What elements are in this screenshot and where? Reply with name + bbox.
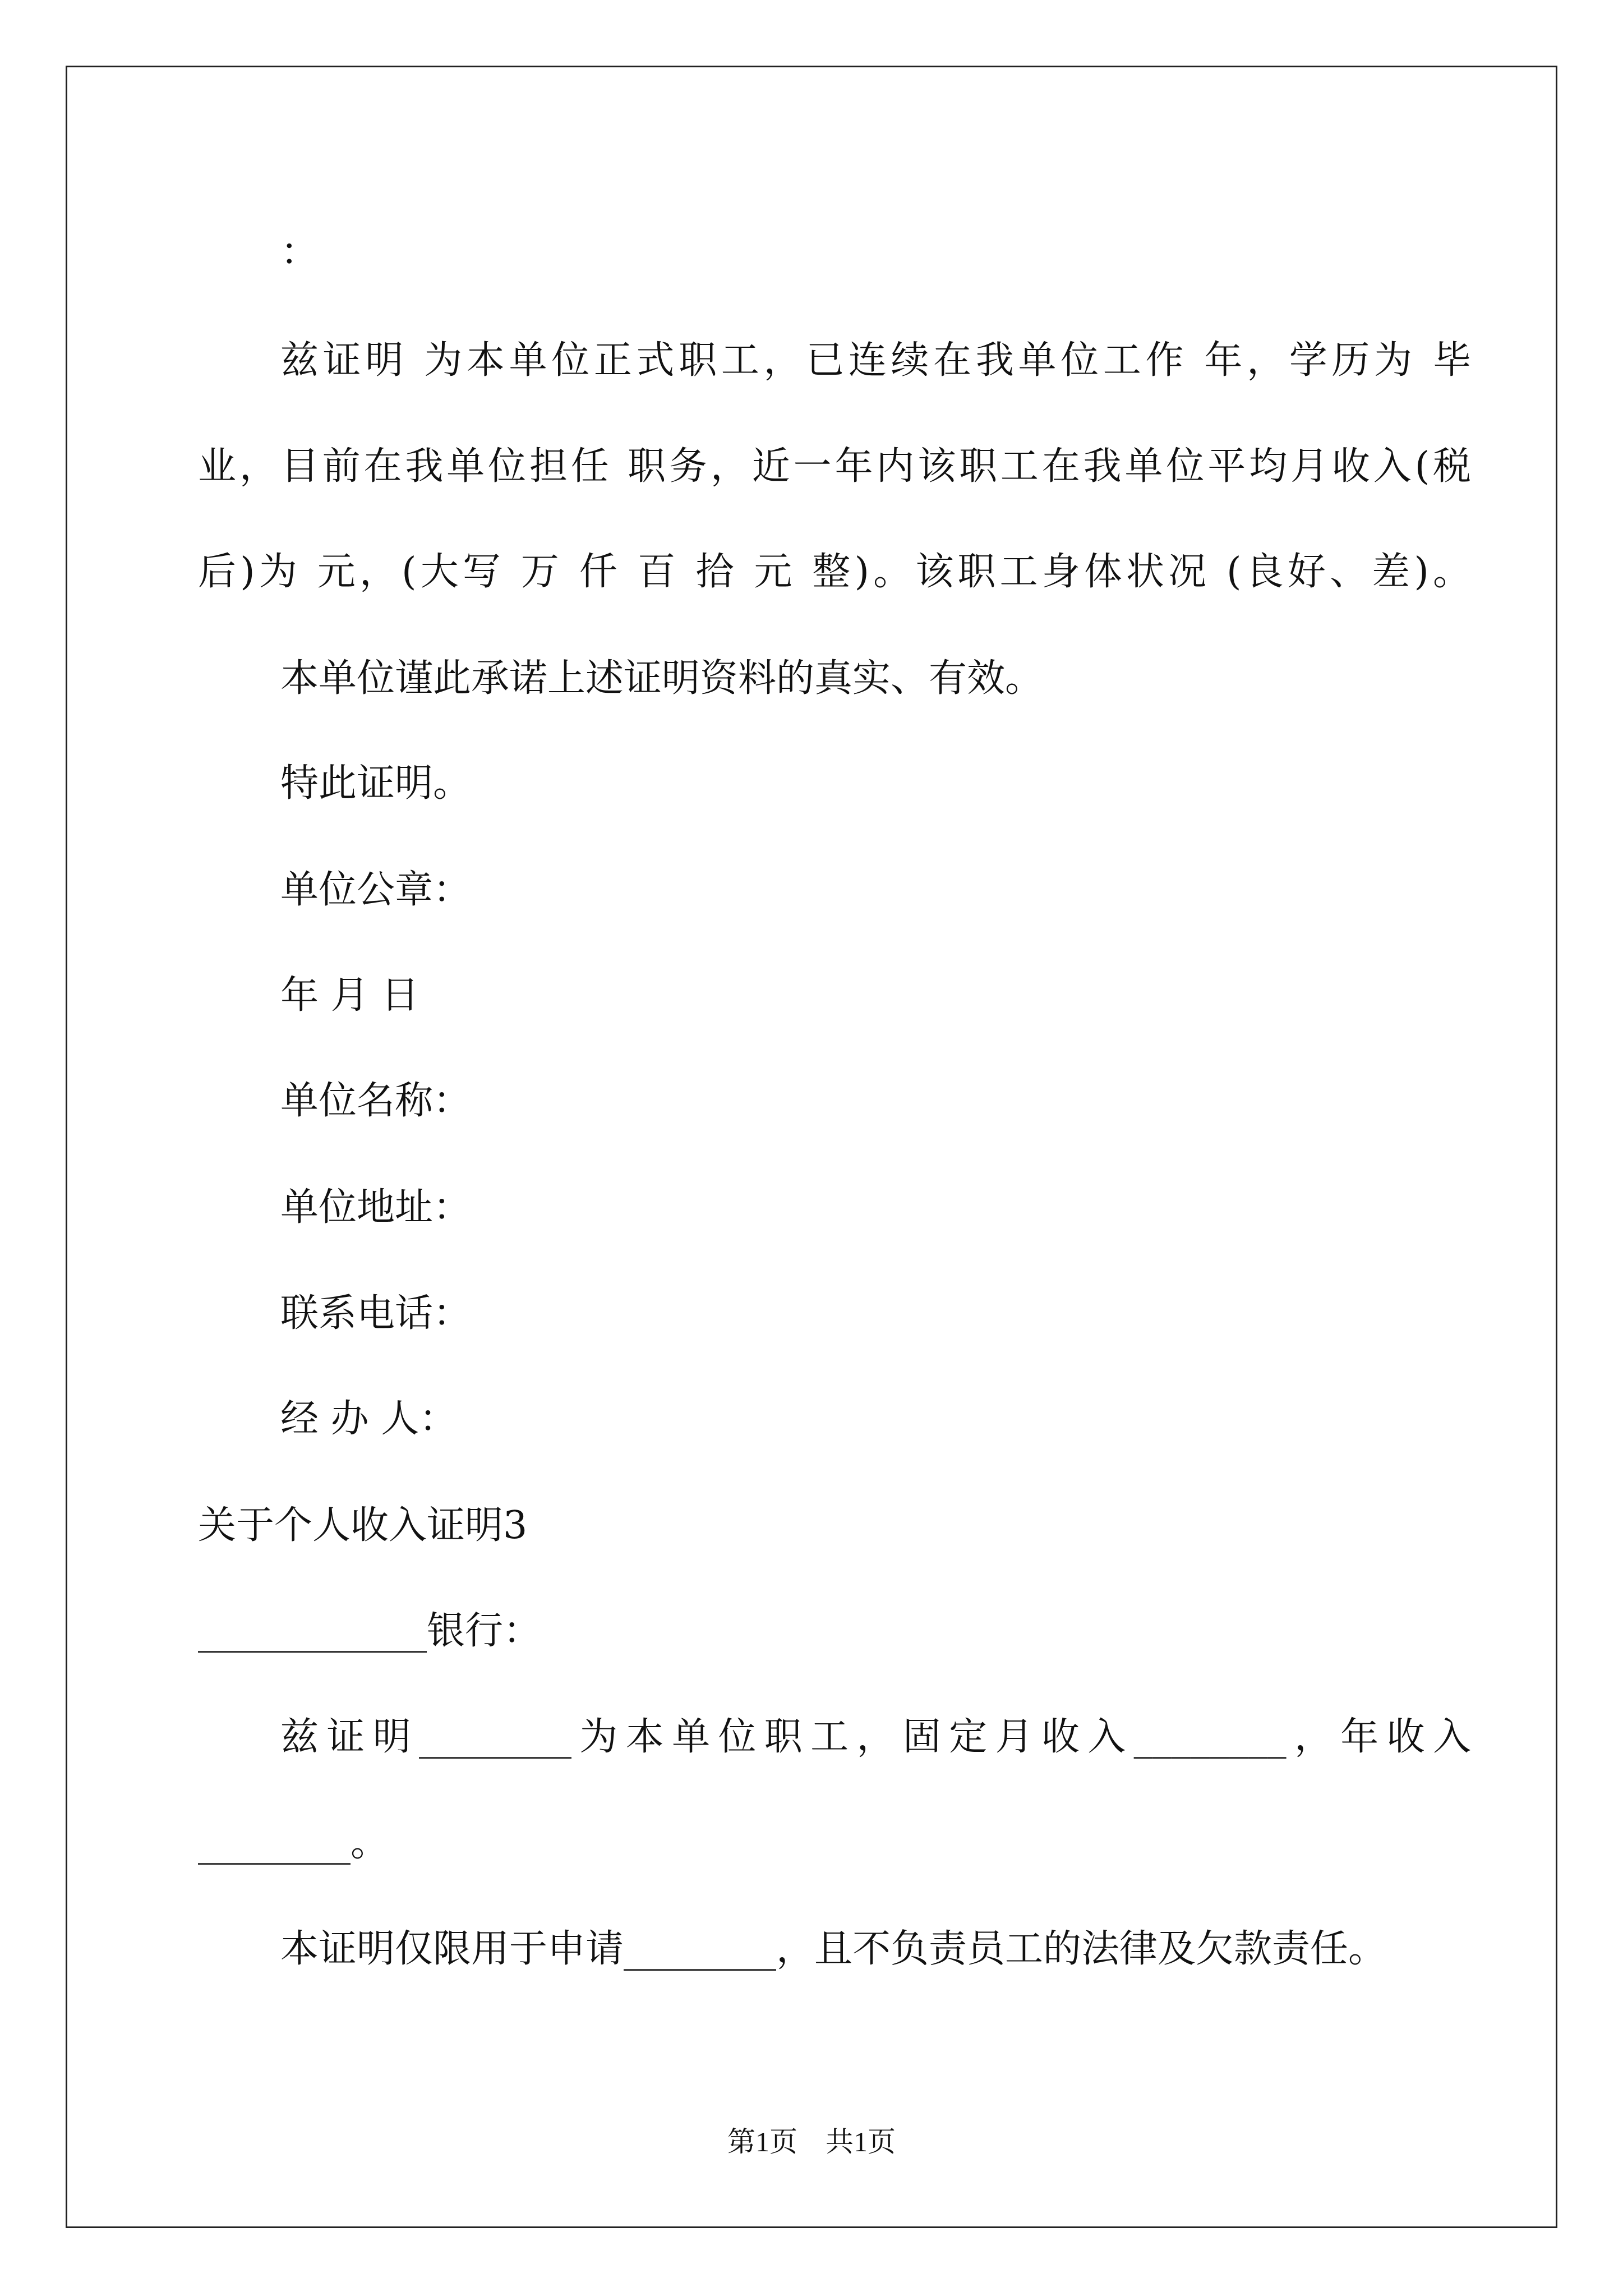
body-line-3: 后)为 元，(大写 万 仟 百 拾 元 整)。该职工身体状况 (良好、差)。 bbox=[198, 550, 1471, 594]
body-line-2: 业，目前在我单位担任 职务，近一年内该职工在我单位平均月收入(税 bbox=[198, 444, 1471, 489]
handler-label: 经 办 人： bbox=[280, 1397, 458, 1441]
unit-name-label: 单位名称： bbox=[280, 1079, 472, 1123]
seal-label: 单位公章： bbox=[280, 868, 472, 912]
page-footer: 第1页 共1页 bbox=[727, 2126, 896, 2157]
phone-label: 联系电话： bbox=[280, 1291, 472, 1336]
closing-line: 特此证明。 bbox=[280, 761, 472, 806]
page-border bbox=[66, 66, 1557, 2228]
commitment-line: 本单位谨此承诺上述证明资料的真实、有效。 bbox=[280, 656, 1044, 701]
section-title: 关于个人收入证明3 bbox=[198, 1503, 528, 1548]
income-line-2: ________。 bbox=[198, 1821, 389, 1865]
income-line-1: 兹证明________为本单位职工，固定月收入________，年收入 bbox=[280, 1715, 1471, 1759]
usage-line: 本证明仅限用于申请________，且不负责员工的法律及欠款责任。 bbox=[280, 1927, 1387, 1971]
date-line: 年 月 日 bbox=[280, 973, 419, 1018]
bank-line: ____________银行： bbox=[198, 1609, 542, 1653]
salutation-line: ： bbox=[280, 230, 319, 274]
unit-address-label: 单位地址： bbox=[280, 1185, 472, 1230]
body-line-1: 兹证明 为本单位正式职工，已连续在我单位工作 年，学历为 毕 bbox=[280, 338, 1471, 383]
